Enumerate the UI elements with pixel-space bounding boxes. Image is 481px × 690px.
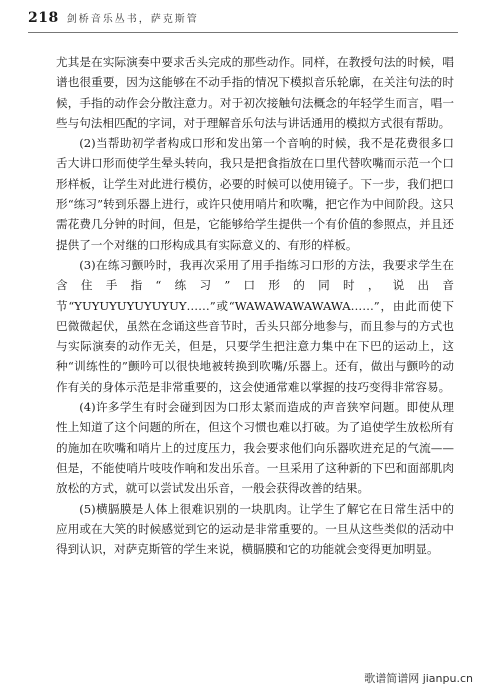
paragraph-3: (3)在练习颤吟时，我再次采用了用手指练习口形的方法，我要求学生在含住手指“练习”口形的同时，说出音节“YUYUYUYUYUYUY……”或“WAWAWAWAWAWA……”，由此而使下巴微微起伏，虽然在念诵这些音节时，舌头只部分地参与，而且参与的方式也与实际演奏的动作无关，但是，只要学生把注意力集中在下巴的运动上，这种“训练性的”颤吟可以很快地被转换到吹嘴/乐器上。还有，做出与颤吟的动作有关的身体示范是非常重要的，这会使通常难以掌握的技巧变得非常容易。 [56,257,454,394]
paragraph-2: (2)当帮助初学者构成口形和发出第一个音响的时候，我不是花费很多口舌大讲口形而使学生晕头转向，我只是把食指放在口里代替吹嘴而示范一个口形样板，让学生对此进行模仿，必要的时候可以使用镜子。下一步，我们把口形“练习”转到乐器上进行，或许只使用哨片和吹嘴，把它作为中间阶段。这只需花费几分钟的时间，但是，它能够给学生提供一个有价值的参照点，并且还提供了一个对继的口形构成具有实际意义的、有形的样板。 [56,136,454,252]
page-header [28,10,458,33]
body-text [56,52,454,559]
paragraph-5: (5)横膈膜是人体上很难识别的一块肌肉。让学生了解它在日常生活中的应用或在大笑的时候感觉到它的运动是非常重要的。一旦从这些类似的活动中得到认识，对萨克斯管的学生来说，横膈膜和它的功能就会变得更加明显。 [56,501,454,557]
paragraph-1: 尤其是在实际演奏中要求舌头完成的那些动作。同样，在教授句法的时候，唱谱也很重要，因为这能够在不动手指的情况下模拟音乐轮廓，在关注句法的时候，手指的动作会分散注意力。对于初次接触句法概念的年轻学生而言，唱一些与句法相匹配的字词，对于理解音乐句法与讲话通用的模拟方式很有帮助。 [56,55,454,130]
paragraph-4: (4)许多学生有时会碰到因为口形太紧而造成的声音狭窄问题。即使从理性上知道了这个问题的所在，但这个习惯也难以打破。为了追使学生放松所有的施加在吹嘴和哨片上的过度压力，我会要求他们向乐器吹进充足的气流——但是，不能使哨片吱吱作响和发出乐音。一旦采用了这种新的下巴和面部肌肉放松的方式，就可以尝试发出乐音，一般会获得改善的结果。 [56,400,454,496]
running-title: 剑桥音乐丛书，萨克斯管 [66,14,199,25]
site-watermark: 歌谱简谱网 jianpu.cn [364,672,473,685]
page-number: 218 [28,10,59,26]
